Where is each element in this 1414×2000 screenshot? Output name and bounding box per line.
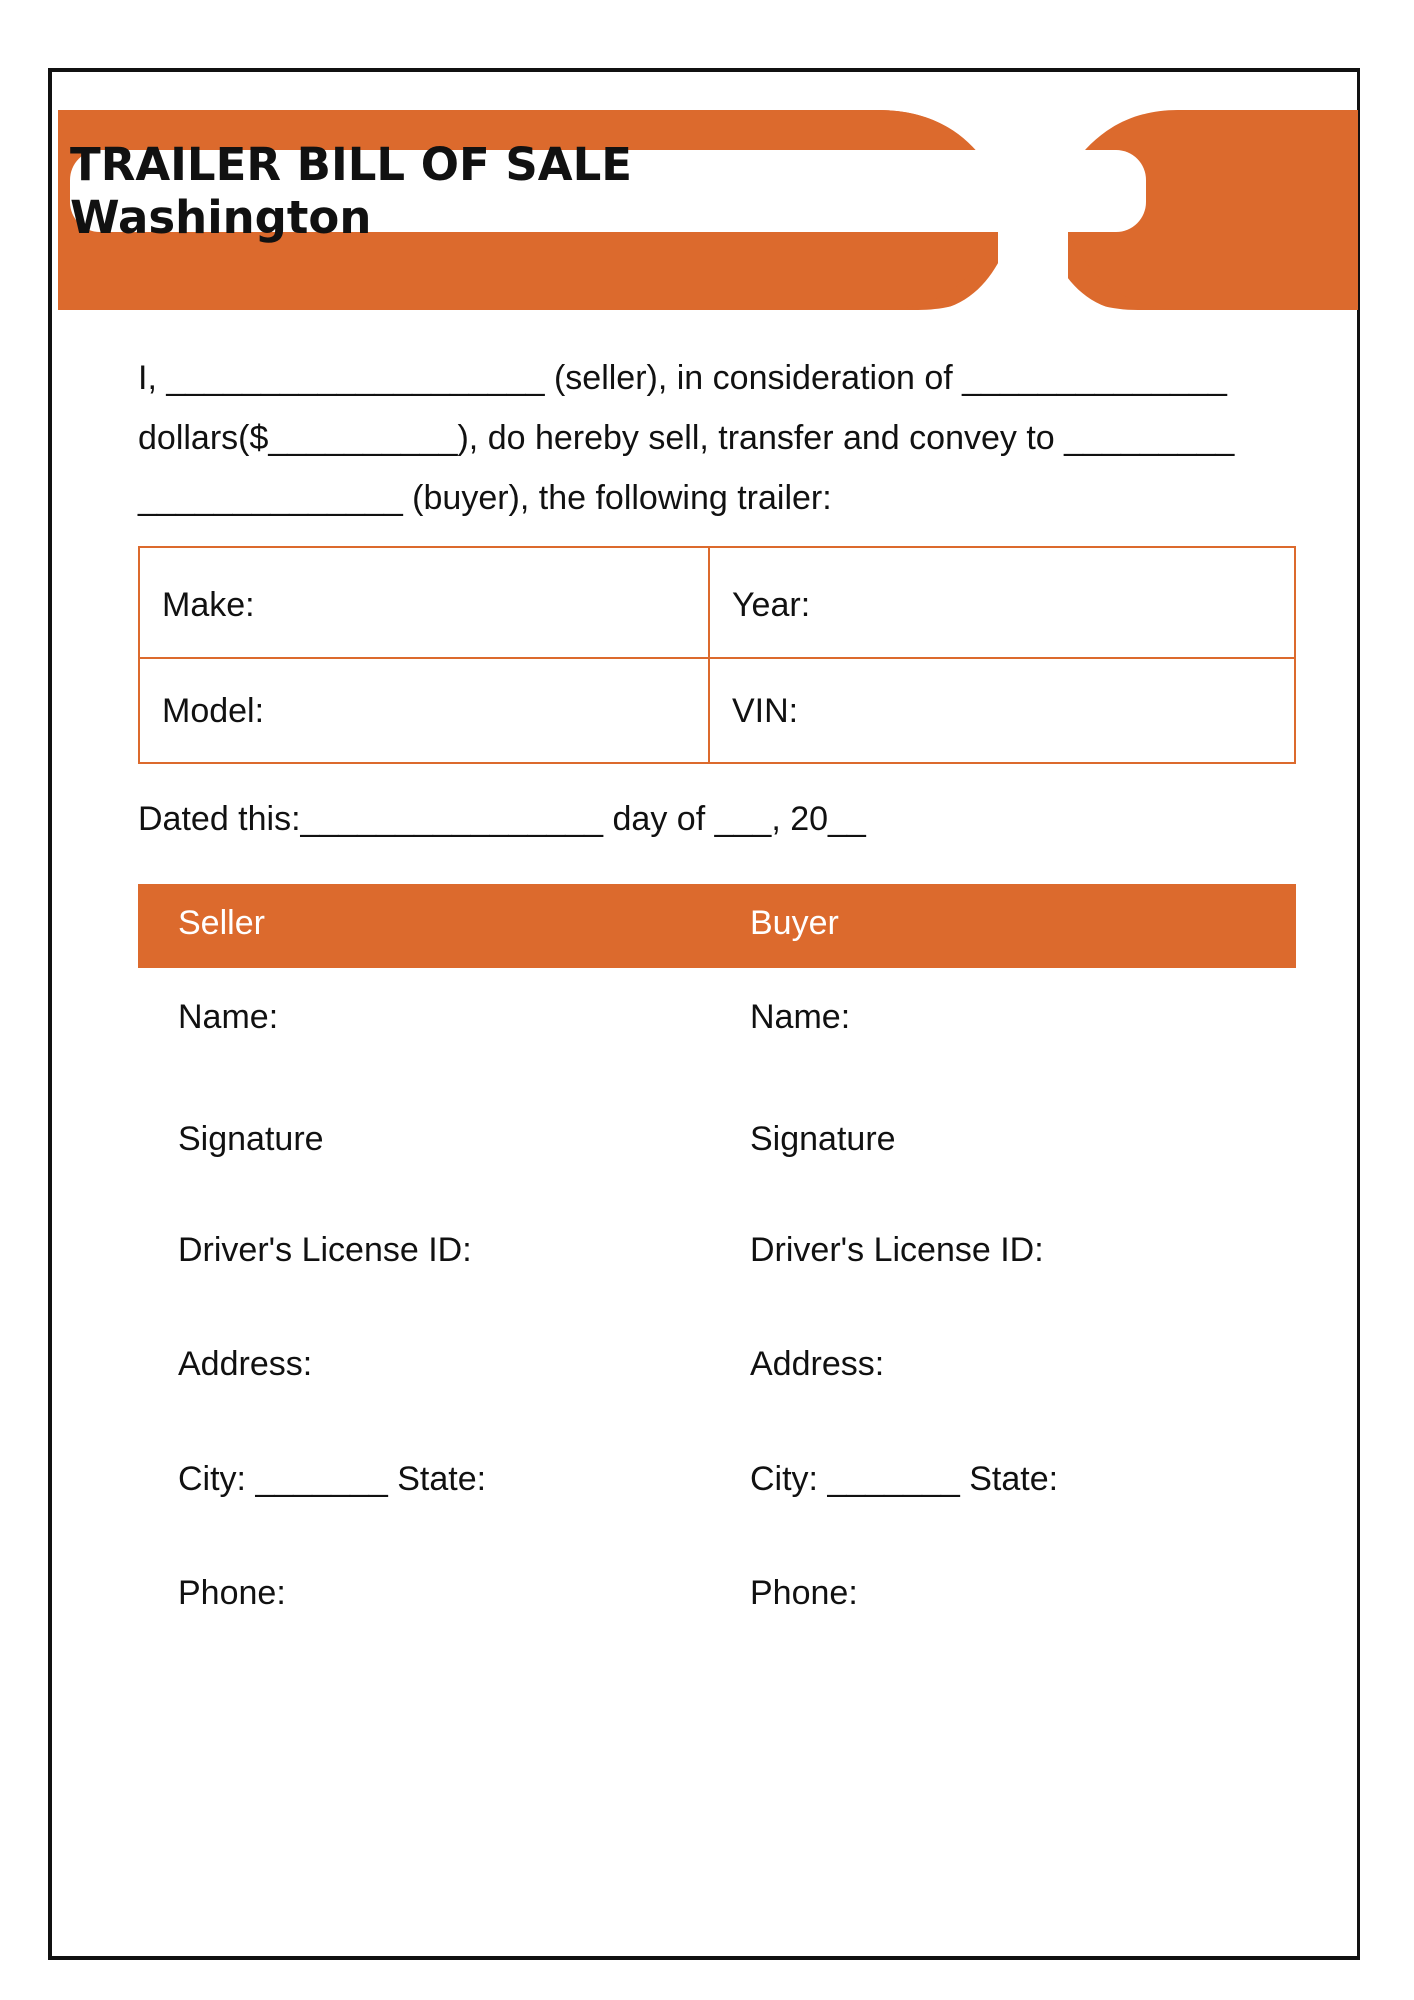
- seller-phone-field[interactable]: Phone:: [178, 1574, 286, 1612]
- buyer-name-field[interactable]: Name:: [750, 998, 851, 1036]
- seller-address-field[interactable]: Address:: [178, 1345, 313, 1383]
- make-field[interactable]: Make:: [162, 586, 255, 624]
- year-field[interactable]: Year:: [732, 586, 811, 624]
- dated-line[interactable]: Dated this:________________ day of ___, 20__: [138, 800, 866, 838]
- buyer-phone-field[interactable]: Phone:: [750, 1574, 858, 1612]
- party-header-bar: [138, 884, 1296, 968]
- buyer-address-field[interactable]: Address:: [750, 1345, 885, 1383]
- intro-paragraph: [138, 348, 1298, 528]
- seller-license-field[interactable]: Driver's License ID:: [178, 1231, 472, 1269]
- intro-line-1: I, ____________________ (seller), in consideration of ______________: [138, 359, 1227, 397]
- intro-line-3: ______________ (buyer), the following trailer:: [138, 479, 832, 517]
- trailer-details-table: [138, 546, 1296, 764]
- buyer-license-field[interactable]: Driver's License ID:: [750, 1231, 1044, 1269]
- seller-signature-field[interactable]: Signature: [178, 1120, 324, 1158]
- buyer-signature-field[interactable]: Signature: [750, 1120, 896, 1158]
- page-title: TRAILER BILL OF SALE Washington: [70, 138, 633, 244]
- buyer-heading: Buyer: [750, 904, 839, 942]
- vin-field[interactable]: VIN:: [732, 692, 799, 730]
- seller-heading: Seller: [178, 904, 265, 942]
- model-field[interactable]: Model:: [162, 692, 265, 730]
- seller-name-field[interactable]: Name:: [178, 998, 279, 1036]
- buyer-city-state-field[interactable]: City: _______ State:: [750, 1460, 1059, 1498]
- intro-line-2: dollars($__________), do hereby sell, transfer and convey to _________: [138, 419, 1235, 457]
- seller-city-state-field[interactable]: City: _______ State:: [178, 1460, 487, 1498]
